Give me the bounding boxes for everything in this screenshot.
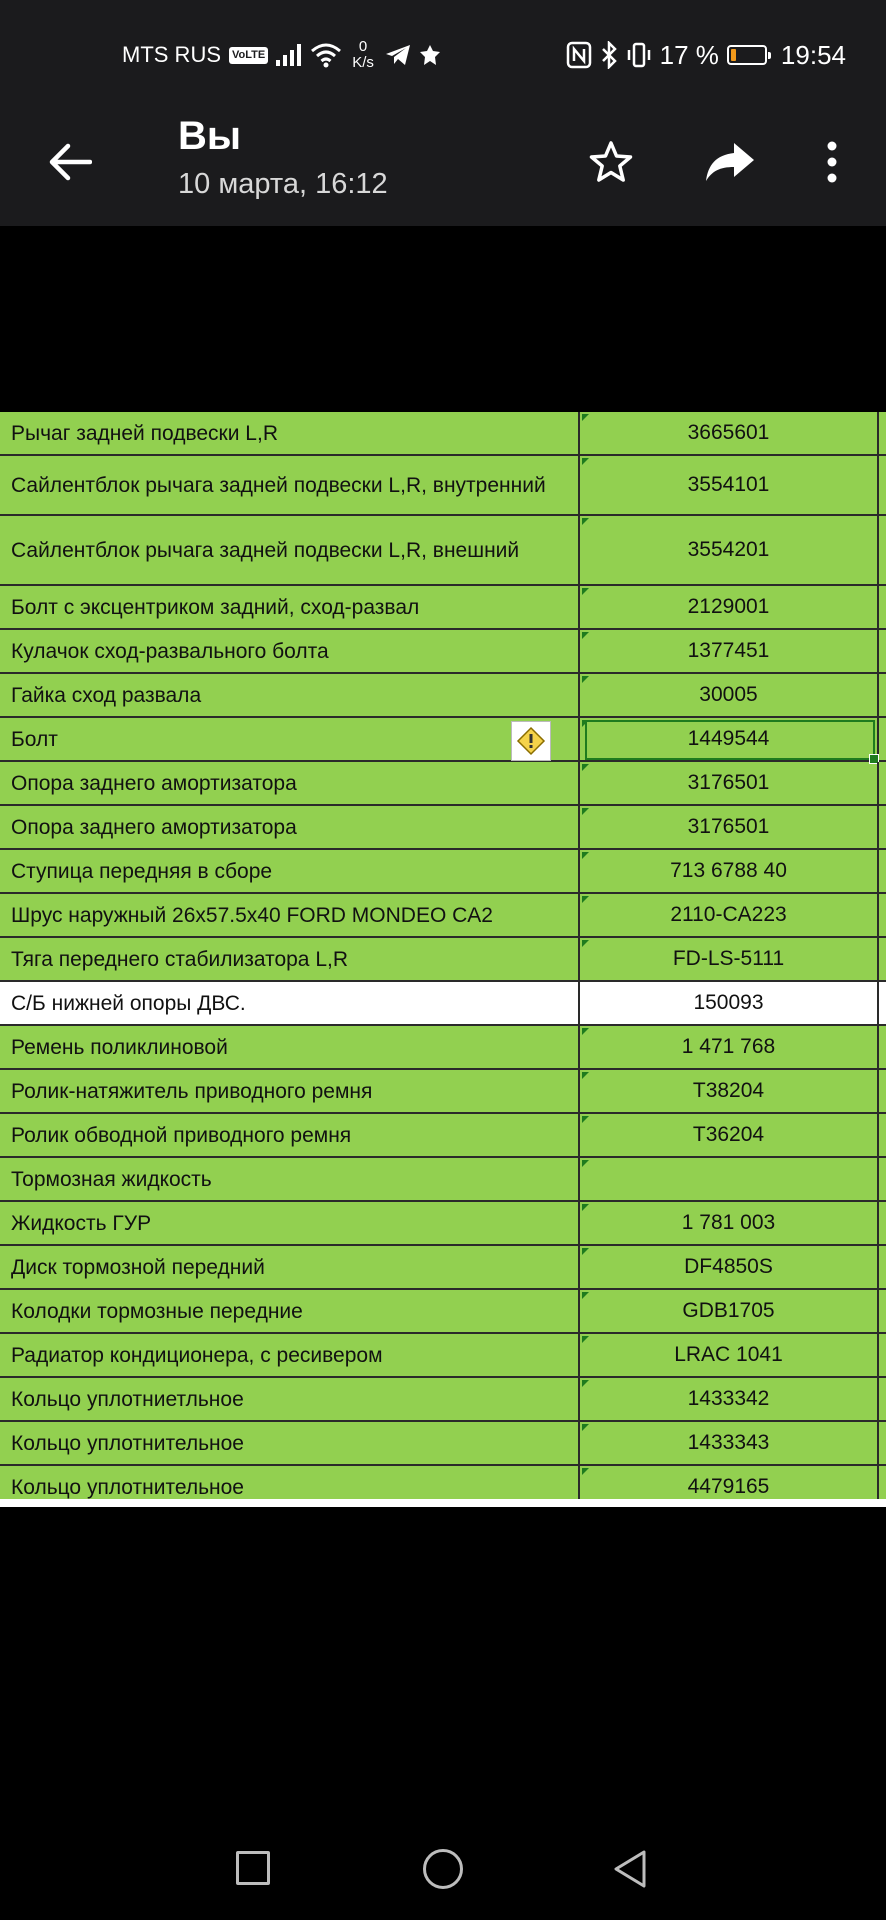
part-name-cell: Опора заднего амортизатора: [0, 762, 580, 804]
part-number-cell: 1 781 003: [580, 1202, 879, 1244]
sheet-bottom-edge: [0, 1499, 886, 1507]
telegram-icon: [384, 43, 412, 67]
part-name-cell: Радиатор кондиционера, с ресивером: [0, 1334, 580, 1376]
part-name-cell: Диск тормозной передний: [0, 1246, 580, 1288]
wifi-icon: [310, 42, 342, 68]
status-left: [122, 40, 442, 70]
part-name-cell: Рычаг задней подвески L,R: [0, 412, 580, 454]
part-name-cell: Ролик обводной приводного ремня: [0, 1114, 580, 1156]
part-name-cell: Кольцо уплотнительное: [0, 1422, 580, 1464]
table-row: [0, 1202, 886, 1246]
table-row: [0, 586, 886, 630]
table-row: [0, 456, 886, 516]
battery-percent: 17 %: [659, 39, 719, 70]
speed-unit: K/s: [352, 54, 374, 71]
vibrate-icon: [626, 41, 652, 69]
table-row: [0, 630, 886, 674]
share-button[interactable]: [700, 134, 760, 190]
part-name-cell: Болт: [0, 718, 580, 760]
part-number-cell: 1 471 768: [580, 1026, 879, 1068]
back-icon[interactable]: [610, 1848, 652, 1890]
part-number-cell: 3554201: [580, 516, 879, 584]
part-name-cell: Тяга переднего стабилизатора L,R: [0, 938, 580, 980]
part-number-cell: T36204: [580, 1114, 879, 1156]
part-number-cell: 3176501: [580, 806, 879, 848]
page-subtitle: 10 марта, 16:12: [178, 168, 388, 200]
network-speed: [352, 39, 374, 71]
part-name-cell: Жидкость ГУР: [0, 1202, 580, 1244]
part-name-cell: Кулачок сход-развального болта: [0, 630, 580, 672]
table-row: [0, 938, 886, 982]
spreadsheet-image: [0, 412, 886, 1507]
table-row: [0, 1290, 886, 1334]
part-number-cell: 1449544: [580, 718, 879, 760]
part-number-cell: 4479165: [580, 1466, 879, 1507]
part-name-cell: Тормозная жидкость: [0, 1158, 580, 1200]
share-icon: [704, 141, 756, 183]
part-number-cell: DF4850S: [580, 1246, 879, 1288]
table-row: [0, 718, 886, 762]
status-bar: [0, 0, 886, 110]
app-notification-icon: [418, 43, 442, 67]
part-number-cell: 713 6788 40: [580, 850, 879, 892]
selected-cell-outline: [585, 720, 875, 760]
app-bar: [0, 110, 886, 226]
favorite-button[interactable]: [583, 134, 639, 190]
part-name-cell: Гайка сход развала: [0, 674, 580, 716]
part-number-cell: 1433342: [580, 1378, 879, 1420]
table-row: [0, 1422, 886, 1466]
table-row: [0, 674, 886, 718]
star-icon: [588, 140, 634, 184]
table-row: [0, 1378, 886, 1422]
volte-badge: VoLTE: [229, 47, 268, 64]
part-name-cell: Кольцо уплотнительное: [0, 1466, 580, 1507]
part-name-cell: Ремень поликлиновой: [0, 1026, 580, 1068]
part-number-cell: [580, 1158, 879, 1200]
part-name-cell: Сайлентблок рычага задней подвески L,R, внешний: [0, 516, 580, 584]
navigation-bar: [0, 1760, 886, 1920]
table-row: [0, 1334, 886, 1378]
nfc-icon: [566, 41, 592, 69]
table-row: [0, 1070, 886, 1114]
part-name-cell: Колодки тормозные передние: [0, 1290, 580, 1332]
battery-icon: [727, 45, 767, 65]
part-number-cell: 3665601: [580, 412, 879, 454]
table-row: [0, 412, 886, 456]
part-number-cell: GDB1705: [580, 1290, 879, 1332]
signal-icon: [274, 42, 304, 68]
part-number-cell: 150093: [580, 982, 879, 1024]
home-icon[interactable]: [423, 1849, 463, 1889]
table-row: [0, 850, 886, 894]
part-number-cell: 30005: [580, 674, 879, 716]
part-number-cell: 3176501: [580, 762, 879, 804]
table-row: [0, 1246, 886, 1290]
back-button[interactable]: [40, 132, 100, 192]
part-name-cell: Опора заднего амортизатора: [0, 806, 580, 848]
part-number-cell: LRAC 1041: [580, 1334, 879, 1376]
battery-fill: [731, 49, 736, 61]
bluetooth-icon: [600, 41, 618, 69]
recent-apps-icon[interactable]: [236, 1851, 270, 1885]
carrier-label: MTS RUS: [122, 42, 221, 67]
page-title: Вы: [178, 114, 242, 158]
warning-icon: [511, 721, 551, 761]
speed-value: 0: [358, 38, 368, 55]
back-arrow-icon: [48, 142, 92, 182]
part-number-cell: 1377451: [580, 630, 879, 672]
part-name-cell: Шрус наружный 26x57.5x40 FORD MONDEO CA2: [0, 894, 580, 936]
table-row: [0, 762, 886, 806]
part-number-cell: T38204: [580, 1070, 879, 1112]
part-number-cell: 1433343: [580, 1422, 879, 1464]
table-row: [0, 1026, 886, 1070]
part-name-cell: Сайлентблок рычага задней подвески L,R, внутренний: [0, 456, 580, 514]
table-row: [0, 894, 886, 938]
clock: 19:54: [780, 39, 846, 70]
part-number-cell: 2129001: [580, 586, 879, 628]
part-name-cell: Болт с эксцентриком задний, сход-развал: [0, 586, 580, 628]
part-number-cell: FD-LS-5111: [580, 938, 879, 980]
part-number-cell: 3554101: [580, 456, 879, 514]
table-row: [0, 1114, 886, 1158]
part-name-cell: С/Б нижней опоры ДВС.: [0, 982, 580, 1024]
part-name-cell: Ролик-натяжитель приводного ремня: [0, 1070, 580, 1112]
table-row: [0, 516, 886, 586]
table-row: [0, 806, 886, 850]
part-name-cell: Кольцо уплотниетльное: [0, 1378, 580, 1420]
table-row: [0, 982, 886, 1026]
more-options-button[interactable]: [808, 134, 856, 190]
table-row: [0, 1158, 886, 1202]
part-name-cell: Ступица передняя в сборе: [0, 850, 580, 892]
status-right: [566, 38, 846, 72]
part-number-cell: 2110-CA223: [580, 894, 879, 936]
more-vert-icon: [826, 140, 838, 184]
